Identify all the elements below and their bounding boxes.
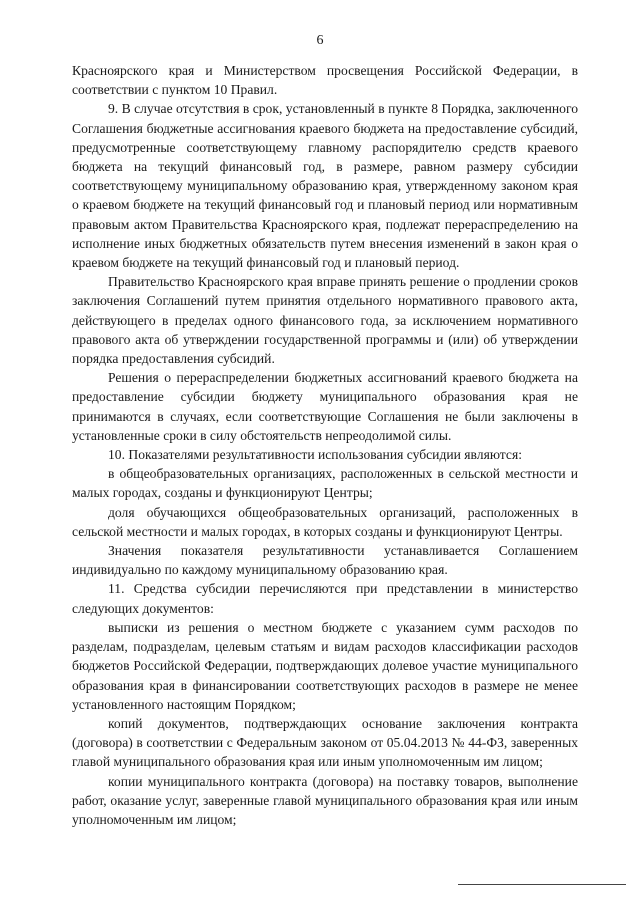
paragraph: выписки из решения о местном бюджете с указанием сумм расходов по разделам, подразделам, целевым статьям и видам расходов классификации расходов бюджетов Российской Федерации, подтверждающих долевое участие муниципального образования края в финансировании соответствующих расходов в размере не менее установленного настоящим Порядком; (72, 619, 578, 712)
paragraph: Красноярского края и Министерством просвещения Российской Федерации, в соответствии с пунктом 10 Правил. (72, 63, 578, 98)
paragraph: копий документов, подтверждающих основание заключения контракта (договора) в соответствии с Федеральным законом от 05.04.2013 № 44-ФЗ, заверенных главой муниципального образования края или иным уполномоченным им лицом; (72, 715, 578, 770)
page-number: 6 (316, 33, 324, 48)
footer-divider (458, 884, 626, 885)
paragraph: в общеобразовательных организациях, расположенных в сельской местности и малых городах, созданы и функционируют Центры; (72, 466, 578, 501)
paragraph: 10. Показателями результативности использования субсидии являются: (108, 447, 522, 463)
paragraph: Решения о перераспределении бюджетных ассигнований краевого бюджета на предоставление субсидии бюджету муниципального образования края не принимаются в случаях, если соответствующие Соглашения не были заключены в установленные сроки в силу обстоятельств непреодолимой силы. (72, 370, 578, 443)
paragraph: 11. Средства субсидии перечисляются при представлении в министерство следующих документов: (72, 581, 578, 616)
paragraph: копии муниципального контракта (договора) на поставку товаров, выполнение работ, оказание услуг, заверенные главой муниципального образования края или иным уполномоченным им лицом; (72, 773, 578, 827)
paragraph: 9. В случае отсутствия в срок, установленный в пункте 8 Порядка, заключенного Соглашения бюджетные ассигнования краевого бюджета на предоставление субсидий, предусмотренные соответствующему главному распорядителю средств краевого бюджета на текущий финансовый год, в размере, равном размеру субсидии соответствующему муниципальному образованию края, утвержденному законом края о краевом бюджете на текущий финансовый год и плановый период или нормативным правовым актом Правительства Красноярского края, подлежат перераспределению на исполнение иных бюджетных обязательств путем внесения изменений в закон края о краевом бюджете на текущий финансовый год и плановый период. (72, 101, 578, 271)
paragraph: доля обучающихся общеобразовательных организаций, расположенных в сельской местности и малых городах, в которых созданы и функционируют Центры. (72, 504, 578, 539)
paragraph: Правительство Красноярского края вправе принять решение о продлении сроков заключения Соглашений путем принятия отдельного нормативного правового акта, действующего в пределах одного финансового года, за исключением нормативного правового акта об утверждении государственной программы и (или) об утверждении порядка предоставления субсидий. (72, 274, 578, 367)
document-body (72, 61, 578, 829)
paragraph: Значения показателя результативности устанавливается Соглашением индивидуально по каждому муниципальному образованию края. (72, 543, 578, 578)
